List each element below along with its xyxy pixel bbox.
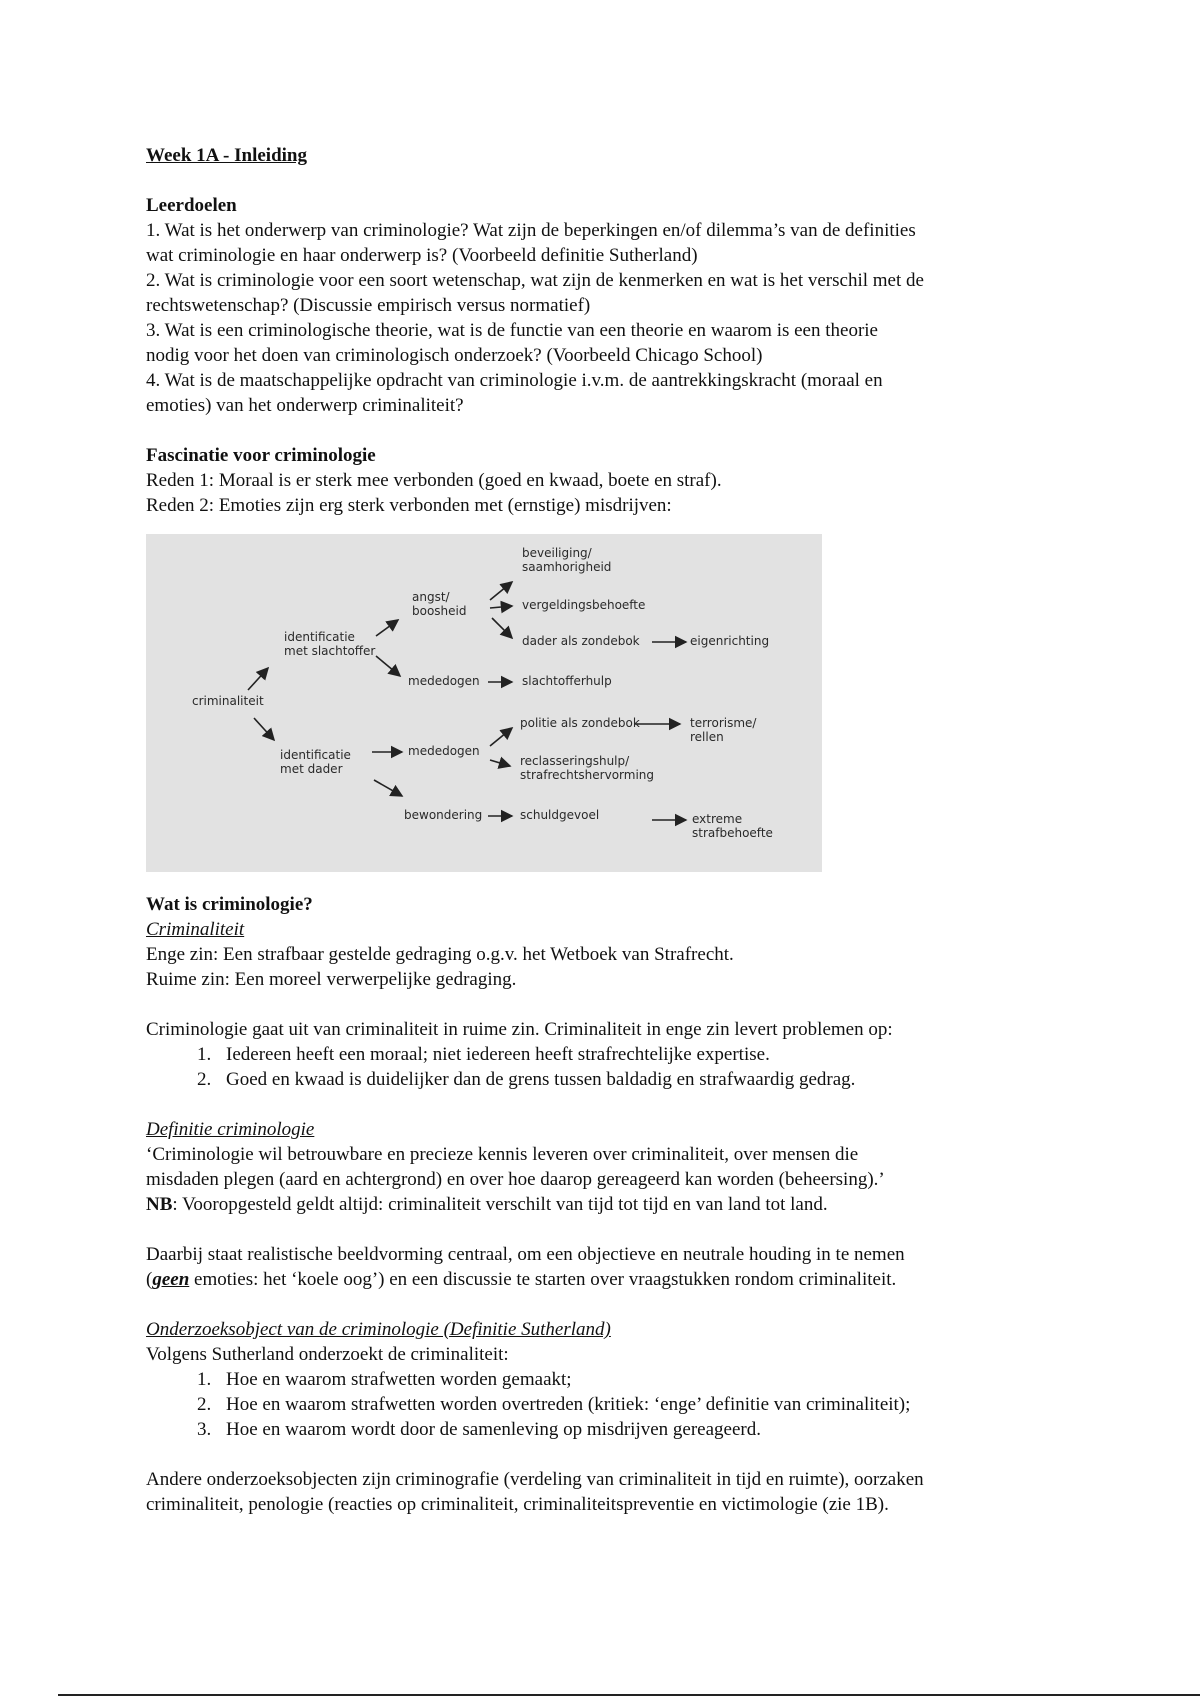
arrow — [490, 760, 510, 766]
learning-goals-heading: Leerdoelen — [146, 195, 237, 216]
arrow — [492, 618, 512, 638]
arrow — [376, 656, 400, 676]
nb-note — [146, 1192, 1076, 1217]
realism-line: Daarbij staat realistische beeldvorming centraal, om een objectieve en neutrale houding in te nemen — [146, 1244, 905, 1265]
fascination-heading: Fascinatie voor criminologie — [146, 445, 376, 466]
criminaliteit-subheading: Criminaliteit — [146, 919, 245, 940]
node-identificatie-dader-2: met dader — [280, 762, 343, 776]
list-item: 1. Iedereen heeft een moraal; niet iedereen heeft strafrechtelijke expertise. — [216, 1042, 1076, 1067]
node-beveiliging-2: saamhorigheid — [522, 560, 612, 574]
node-angst-1: angst/ — [412, 590, 450, 604]
node-identificatie-slachtoffer-2: met slachtoffer — [284, 644, 376, 658]
arrow — [490, 606, 512, 608]
arrow — [490, 728, 512, 746]
node-dader-zondebok: dader als zondebok — [522, 634, 640, 648]
arrow — [254, 718, 274, 740]
nb-label: NB — [146, 1194, 173, 1215]
learning-goal-line: 1. Wat is het onderwerp van criminologie? Wat zijn de beperkingen en/of dilemma’s van de definities — [146, 220, 916, 241]
learning-goal-line: 3. Wat is een criminologische theorie, wat is de functie van een theorie en waarom is een theorie — [146, 320, 878, 341]
node-angst-2: boosheid — [412, 604, 467, 618]
node-vergelding: vergeldingsbehoefte — [522, 598, 646, 612]
definition-line: misdaden plegen (aard en achtergrond) en over hoe daarop gereageerd kan worden (beheersing).’ — [146, 1169, 885, 1190]
learning-goal-line: wat criminologie en haar onderwerp is? (Voorbeeld definitie Sutherland) — [146, 245, 698, 266]
sutherland-subheading: Onderzoeksobject van de criminologie (Definitie Sutherland) — [146, 1319, 611, 1340]
problems-intro: Criminologie gaat uit van criminaliteit in ruime zin. Criminaliteit in enge zin levert problemen op: — [146, 1019, 893, 1040]
definition-line: ‘Criminologie wil betrouwbare en precieze kennis leveren over criminaliteit, over mensen die — [146, 1144, 859, 1165]
node-mededogen-1: mededogen — [408, 674, 480, 688]
node-eigenrichting: eigenrichting — [690, 634, 770, 648]
emotions-diagram — [146, 534, 822, 872]
node-extreme-2: strafbehoefte — [692, 826, 773, 840]
emphasis-geen: geen — [152, 1269, 190, 1290]
learning-goal-line: 4. Wat is de maatschappelijke opdracht van criminologie i.v.m. de aantrekkingskracht (moraal en — [146, 370, 883, 391]
broad-definition: Ruime zin: Een moreel verwerpelijke gedraging. — [146, 969, 517, 990]
node-slachtofferhulp: slachtofferhulp — [522, 674, 612, 688]
node-identificatie-dader-1: identificatie — [280, 748, 351, 762]
arrow — [248, 668, 268, 690]
sutherland-intro: Volgens Sutherland onderzoekt de criminaliteit: — [146, 1344, 509, 1365]
paren-open: ( — [146, 1269, 153, 1290]
learning-goal-line: 2. Wat is criminologie voor een soort wetenschap, wat zijn de kenmerken en wat is het verschil met de — [146, 270, 924, 291]
list-item: 2. Hoe en waarom strafwetten worden overtreden (kritiek: ‘enge’ definitie van criminaliteit); — [216, 1392, 1076, 1417]
sutherland-list — [146, 1367, 1076, 1442]
learning-goal-line: emoties) van het onderwerp criminaliteit? — [146, 395, 464, 416]
document-page — [146, 143, 1076, 1517]
definition-subheading: Definitie criminologie — [146, 1119, 315, 1140]
other-objects-line: Andere onderzoeksobjecten zijn criminografie (verdeling van criminaliteit in tijd en ruimte), oorzaken — [146, 1469, 924, 1490]
node-reclassering-2: strafrechtshervorming — [520, 768, 655, 782]
footer-divider — [58, 1694, 1200, 1696]
node-reclassering-1: reclasseringshulp/ — [520, 754, 630, 768]
realism-rest: emoties: het ‘koele oog’) en een discussie te starten over vraagstukken rondom criminaliteit. — [189, 1269, 897, 1290]
problems-list — [146, 1042, 1076, 1092]
arrow — [376, 620, 398, 636]
node-mededogen-2: mededogen — [408, 744, 480, 758]
node-terrorisme-2: rellen — [690, 730, 724, 744]
realism-line — [146, 1267, 1076, 1292]
node-bewondering: bewondering — [404, 808, 483, 822]
node-terrorisme-1: terrorisme/ — [690, 716, 757, 730]
reason-2: Reden 2: Emoties zijn erg sterk verbonden met (ernstige) misdrijven: — [146, 495, 672, 516]
arrow — [490, 582, 512, 600]
page-title: Week 1A - Inleiding — [146, 145, 307, 166]
other-objects-line: criminaliteit, penologie (reacties op criminaliteit, criminaliteitspreventie en victimologie (zie 1B). — [146, 1494, 889, 1515]
node-identificatie-slachtoffer-1: identificatie — [284, 630, 355, 644]
node-politie-zondebok: politie als zondebok — [520, 716, 640, 730]
narrow-definition: Enge zin: Een strafbaar gestelde gedraging o.g.v. het Wetboek van Strafrecht. — [146, 944, 734, 965]
list-item: 1. Hoe en waarom strafwetten worden gemaakt; — [216, 1367, 1076, 1392]
node-schuldgevoel: schuldgevoel — [520, 808, 600, 822]
learning-goal-line: rechtswetenschap? (Discussie empirisch versus normatief) — [146, 295, 591, 316]
list-item: 2. Goed en kwaad is duidelijker dan de grens tussen baldadig en strafwaardig gedrag. — [216, 1067, 1076, 1092]
node-criminaliteit: criminaliteit — [192, 694, 264, 708]
node-extreme-1: extreme — [692, 812, 743, 826]
what-is-heading: Wat is criminologie? — [146, 894, 313, 915]
nb-text: : Vooropgesteld geldt altijd: criminaliteit verschilt van tijd tot tijd en van land tot land. — [172, 1194, 828, 1215]
reason-1: Reden 1: Moraal is er sterk mee verbonden (goed en kwaad, boete en straf). — [146, 470, 722, 491]
node-beveiliging-1: beveiliging/ — [522, 546, 592, 560]
arrow — [374, 780, 402, 796]
list-item: 3. Hoe en waarom wordt door de samenleving op misdrijven gereageerd. — [216, 1417, 1076, 1442]
learning-goal-line: nodig voor het doen van criminologisch onderzoek? (Voorbeeld Chicago School) — [146, 345, 763, 366]
